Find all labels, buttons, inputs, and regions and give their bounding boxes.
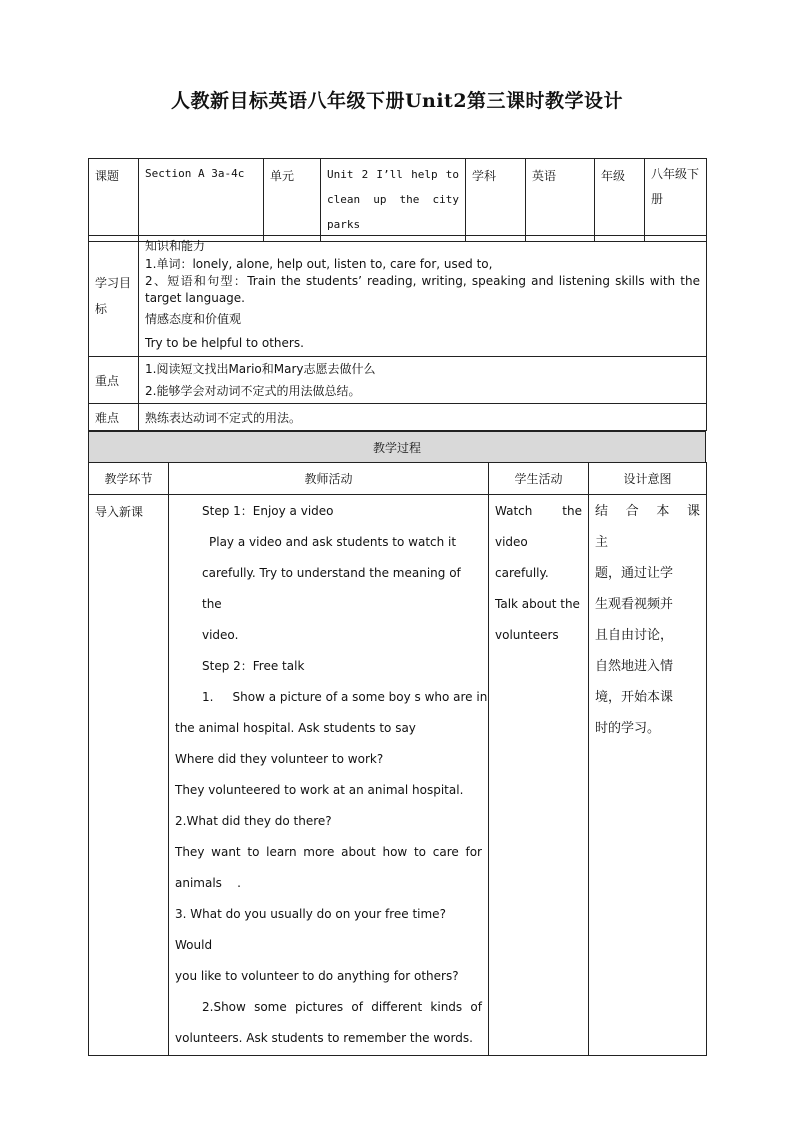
intent-line: 主 <box>595 535 609 550</box>
teacher-line: 2.Show some pictures of different kinds of <box>202 1000 482 1014</box>
topic-value: Section A 3a-4c <box>139 159 264 242</box>
student-line: Watch the <box>495 504 582 518</box>
intent-line: 时的学习。 <box>595 721 661 736</box>
teacher-line: Step 1：Enjoy a video <box>202 504 334 518</box>
student-line: video <box>495 535 528 549</box>
objectives-label: 学习目标 <box>89 236 139 357</box>
teacher-line: animals . <box>175 876 241 890</box>
teacher-line: 1. Show a picture of a some boy s who are in <box>202 690 488 704</box>
intent-line: 境，开始本课 <box>595 690 674 705</box>
student-line: carefully. <box>495 566 549 580</box>
teacher-line: you like to volunteer to do anything for others? <box>175 969 459 983</box>
teacher-line: They want to learn more about how to care for <box>175 845 482 859</box>
document-title: 人教新目标英语八年级下册Unit2第三课时教学设计 <box>170 90 624 112</box>
process-header-table <box>88 431 706 463</box>
process-header: 教学过程 <box>89 432 706 463</box>
intent-line: 且自由讨论， <box>595 628 674 643</box>
unit-value: Unit 2 I’ll help to clean up the city parks <box>321 159 466 242</box>
objectives-knowledge: 知识和能力 <box>145 239 206 253</box>
teacher-line: video. <box>202 628 239 642</box>
header-table <box>88 158 707 242</box>
teacher-line: 2.What did they do there? <box>175 814 332 828</box>
objectives-attitude: 情感态度和价值观 <box>145 312 242 326</box>
process-table <box>88 462 707 1056</box>
objectives-helpful: Try to be helpful to others. <box>145 336 304 350</box>
teacher-line: Step 2：Free talk <box>202 659 305 673</box>
keypoints-line1: 1.阅读短文找出Mario和Mary志愿去做什么 <box>145 362 376 376</box>
grade-value: 八年级下册 <box>645 159 707 242</box>
student-line: volunteers <box>495 628 559 642</box>
teacher-line: volunteers. Ask students to remember the words. <box>175 1031 473 1045</box>
intent-line: 结 合 本 课 <box>595 504 700 519</box>
topic-label: 课题 <box>89 159 139 242</box>
goals-table <box>88 235 707 431</box>
difficulty-label: 难点 <box>89 404 139 431</box>
teacher-line: They volunteered to work at an animal hospital. <box>175 783 464 797</box>
difficulty-text: 熟练表达动词不定式的用法。 <box>139 404 707 431</box>
grade-label: 年级 <box>595 159 645 242</box>
design-intent <box>589 495 707 1056</box>
col-student-header: 学生活动 <box>489 463 589 495</box>
col-teacher-header: 教师活动 <box>169 463 489 495</box>
col-stage-header: 教学环节 <box>89 463 169 495</box>
intent-line: 自然地进入情 <box>595 659 674 674</box>
subject-label: 学科 <box>466 159 526 242</box>
subject-value: 英语 <box>526 159 595 242</box>
student-activity <box>489 495 589 1056</box>
keypoints-label: 重点 <box>89 357 139 404</box>
teacher-line: Play a video and ask students to watch it <box>209 535 457 549</box>
teacher-line: the animal hospital. Ask students to say <box>175 721 416 735</box>
teacher-line: 3. What do you usually do on your free time? Would <box>175 907 446 952</box>
objectives-phrases: 2、短语和句型：Train the students’ reading, writing, speaking and listening skills with the target language. <box>145 274 700 305</box>
teacher-line: carefully. Try to understand the meaning of the <box>202 566 461 611</box>
teacher-line: Where did they volunteer to work? <box>175 752 384 766</box>
col-intent-header: 设计意图 <box>589 463 707 495</box>
teacher-activity <box>169 495 489 1056</box>
stage-cell: 导入新课 <box>89 495 169 1056</box>
unit-label: 单元 <box>264 159 321 242</box>
keypoints-line2: 2.能够学会对动词不定式的用法做总结。 <box>145 384 361 398</box>
intent-line: 题，通过让学 <box>595 566 674 581</box>
student-line: Talk about the <box>495 597 580 611</box>
intent-line: 生观看视频并 <box>595 597 674 612</box>
objectives-words: 1.单词：lonely, alone, help out, listen to, care for, used to, <box>145 257 493 271</box>
